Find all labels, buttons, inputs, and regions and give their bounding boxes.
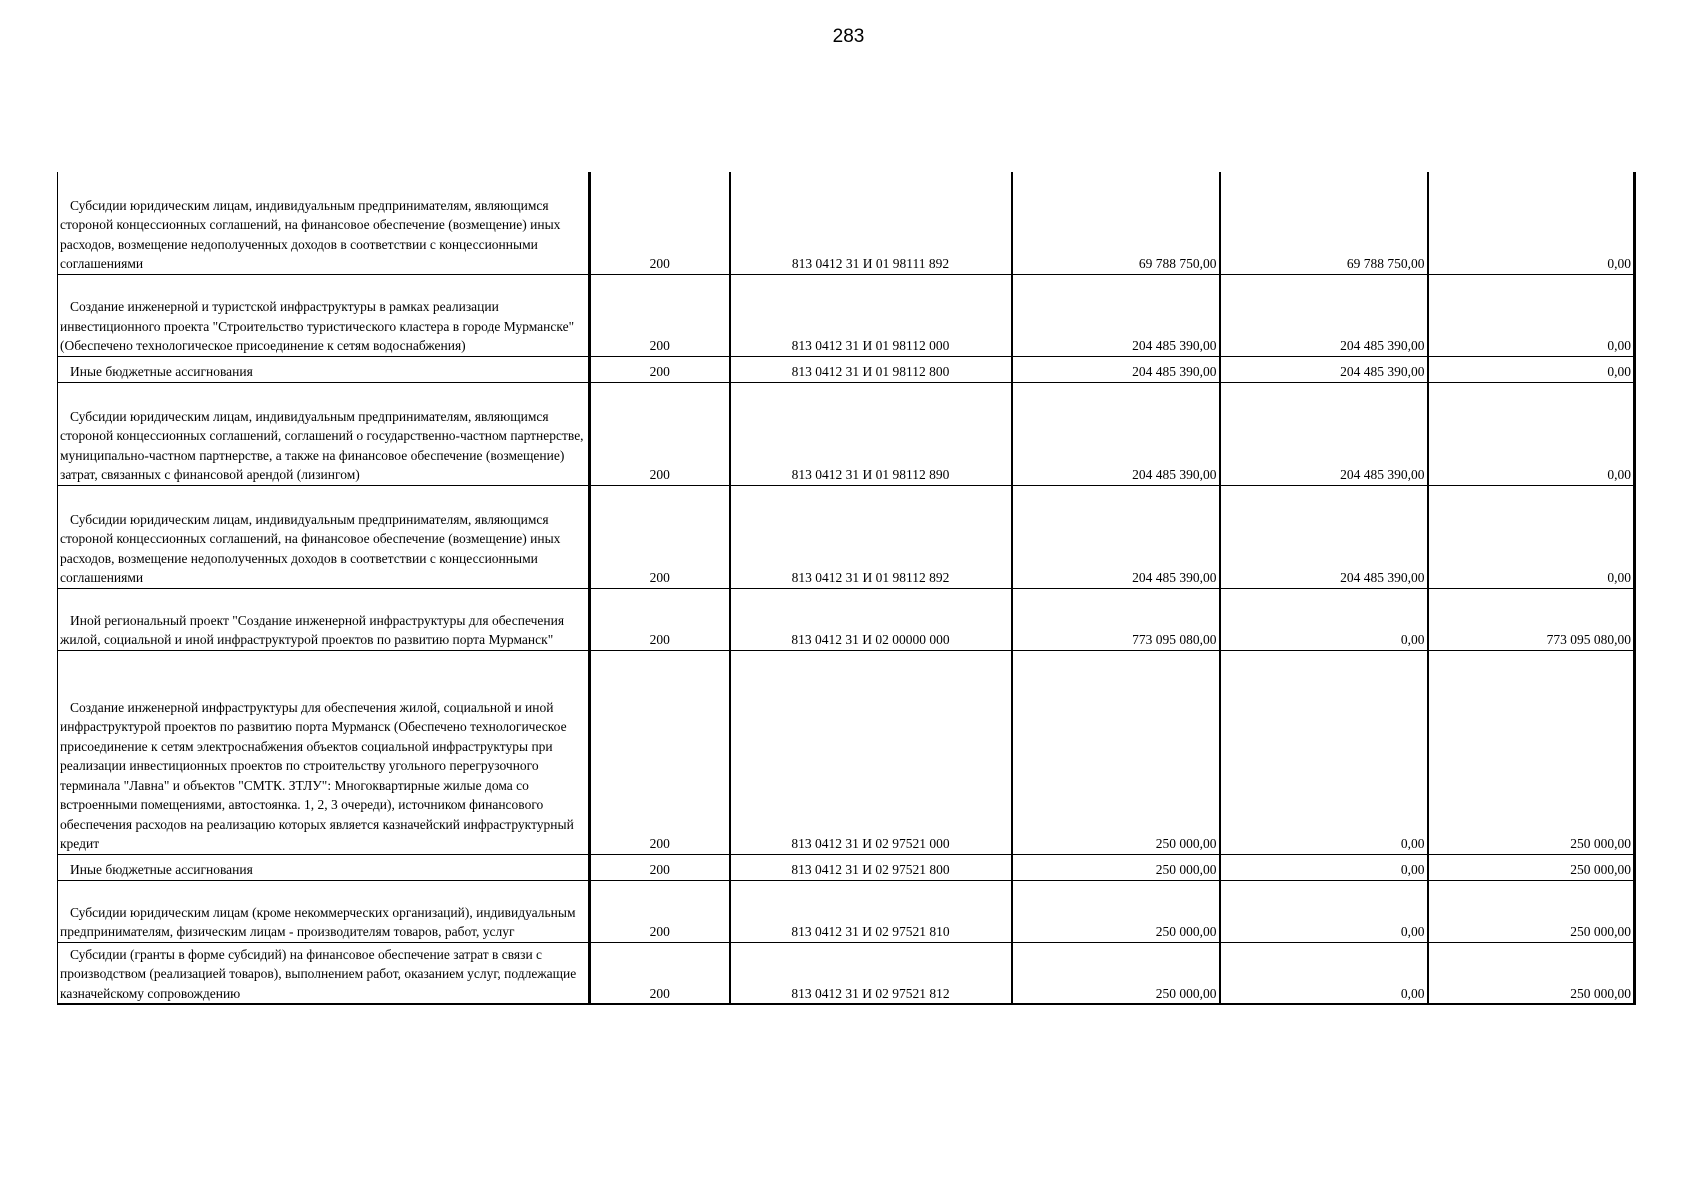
table-row (58, 880, 1635, 942)
table-row (58, 942, 1635, 1004)
row-sum-total: 250 000,00 (1012, 880, 1220, 942)
row-sum-total: 204 485 390,00 (1012, 382, 1220, 485)
table-row (58, 854, 1635, 880)
row-sum-2: 0,00 (1220, 650, 1428, 854)
row-code: 200 (590, 172, 730, 274)
row-sum-2: 0,00 (1220, 942, 1428, 1004)
row-code: 200 (590, 588, 730, 650)
row-kbk: 813 0412 31 И 02 97521 810 (730, 880, 1012, 942)
row-sum-2: 204 485 390,00 (1220, 274, 1428, 356)
row-sum-2: 0,00 (1220, 880, 1428, 942)
table-row (58, 485, 1635, 588)
row-code: 200 (590, 650, 730, 854)
row-sum-total: 204 485 390,00 (1012, 274, 1220, 356)
table-row (58, 382, 1635, 485)
row-description: Субсидии юридическим лицам (кроме некоммерческих организаций), индивидуальным предпринимателям, физическим лицам - производителям товаров, работ, услуг (58, 880, 590, 942)
row-sum-2: 0,00 (1220, 854, 1428, 880)
row-description: Иные бюджетные ассигнования (58, 854, 590, 880)
row-sum-total: 773 095 080,00 (1012, 588, 1220, 650)
row-code: 200 (590, 880, 730, 942)
row-sum-2: 204 485 390,00 (1220, 485, 1428, 588)
row-sum-2: 204 485 390,00 (1220, 382, 1428, 485)
row-code: 200 (590, 356, 730, 382)
row-code: 200 (590, 485, 730, 588)
row-sum-3: 773 095 080,00 (1428, 588, 1635, 650)
row-kbk: 813 0412 31 И 01 98112 800 (730, 356, 1012, 382)
row-sum-total: 204 485 390,00 (1012, 356, 1220, 382)
row-sum-3: 0,00 (1428, 172, 1635, 274)
row-sum-3: 250 000,00 (1428, 650, 1635, 854)
row-description: Субсидии юридическим лицам, индивидуальным предпринимателям, являющимся стороной концессионных соглашений, на финансовое обеспечение (возмещение) иных расходов, возмещение недополученных доходов в соответствии с концессионными соглашениями (58, 485, 590, 588)
row-kbk: 813 0412 31 И 01 98112 890 (730, 382, 1012, 485)
row-kbk: 813 0412 31 И 02 00000 000 (730, 588, 1012, 650)
row-description: Субсидии юридическим лицам, индивидуальным предпринимателям, являющимся стороной концессионных соглашений, на финансовое обеспечение (возмещение) иных расходов, возмещение недополученных доходов в соответствии с концессионными соглашениями (58, 172, 590, 274)
budget-table (57, 172, 1636, 1005)
row-kbk: 813 0412 31 И 01 98112 000 (730, 274, 1012, 356)
row-description: Иные бюджетные ассигнования (58, 356, 590, 382)
row-sum-total: 204 485 390,00 (1012, 485, 1220, 588)
row-sum-3: 250 000,00 (1428, 880, 1635, 942)
row-description: Иной региональный проект "Создание инженерной инфраструктуры для обеспечения жилой, социальной и иной инфраструктурой проектов по развитию порта Мурманск" (58, 588, 590, 650)
row-code: 200 (590, 942, 730, 1004)
row-sum-3: 0,00 (1428, 485, 1635, 588)
table-row (58, 650, 1635, 854)
budget-table-body (58, 172, 1635, 1004)
table-row (58, 274, 1635, 356)
table-row (58, 172, 1635, 274)
table-row (58, 356, 1635, 382)
row-kbk: 813 0412 31 И 02 97521 800 (730, 854, 1012, 880)
row-sum-total: 250 000,00 (1012, 854, 1220, 880)
row-description: Создание инженерной и туристской инфраструктуры в рамках реализации инвестиционного проекта "Строительство туристического кластера в городе Мурманске" (Обеспечено технологическое присоединение к сетям водоснабжения) (58, 274, 590, 356)
row-code: 200 (590, 854, 730, 880)
row-sum-2: 204 485 390,00 (1220, 356, 1428, 382)
row-sum-2: 0,00 (1220, 588, 1428, 650)
table-row (58, 588, 1635, 650)
row-sum-3: 250 000,00 (1428, 942, 1635, 1004)
row-sum-total: 250 000,00 (1012, 650, 1220, 854)
row-code: 200 (590, 274, 730, 356)
row-sum-2: 69 788 750,00 (1220, 172, 1428, 274)
row-kbk: 813 0412 31 И 01 98111 892 (730, 172, 1012, 274)
row-code: 200 (590, 382, 730, 485)
row-sum-3: 0,00 (1428, 274, 1635, 356)
row-kbk: 813 0412 31 И 02 97521 812 (730, 942, 1012, 1004)
row-sum-3: 250 000,00 (1428, 854, 1635, 880)
row-kbk: 813 0412 31 И 01 98112 892 (730, 485, 1012, 588)
row-description: Субсидии (гранты в форме субсидий) на финансовое обеспечение затрат в связи с производством (реализацией товаров), выполнением работ, оказанием услуг, подлежащие казначейскому сопровождению (58, 942, 590, 1004)
page-number: 283 (832, 26, 865, 47)
row-sum-3: 0,00 (1428, 356, 1635, 382)
row-sum-total: 250 000,00 (1012, 942, 1220, 1004)
row-description: Создание инженерной инфраструктуры для обеспечения жилой, социальной и иной инфраструктурой проектов по развитию порта Мурманск (Обеспечено технологическое присоединение к сетям электроснабжения объектов социальной инфраструктуры при реализации инвестиционных проектов по строительству угольного перегрузочного терминала "Лавна" и объектов "СМТК. ЗТЛУ": Многоквартирные жилые дома со встроенными помещениями, автостоянка. 1, 2, 3 очереди), источником финансового обеспечения расходов на реализацию которых является казначейский инфраструктурный кредит (58, 650, 590, 854)
row-description: Субсидии юридическим лицам, индивидуальным предпринимателям, являющимся стороной концессионных соглашений, соглашений о государственно-частном партнерстве, муниципально-частном партнерстве, а также на финансовое обеспечение (возмещение) затрат, связанных с финансовой арендой (лизингом) (58, 382, 590, 485)
row-kbk: 813 0412 31 И 02 97521 000 (730, 650, 1012, 854)
row-sum-3: 0,00 (1428, 382, 1635, 485)
row-sum-total: 69 788 750,00 (1012, 172, 1220, 274)
